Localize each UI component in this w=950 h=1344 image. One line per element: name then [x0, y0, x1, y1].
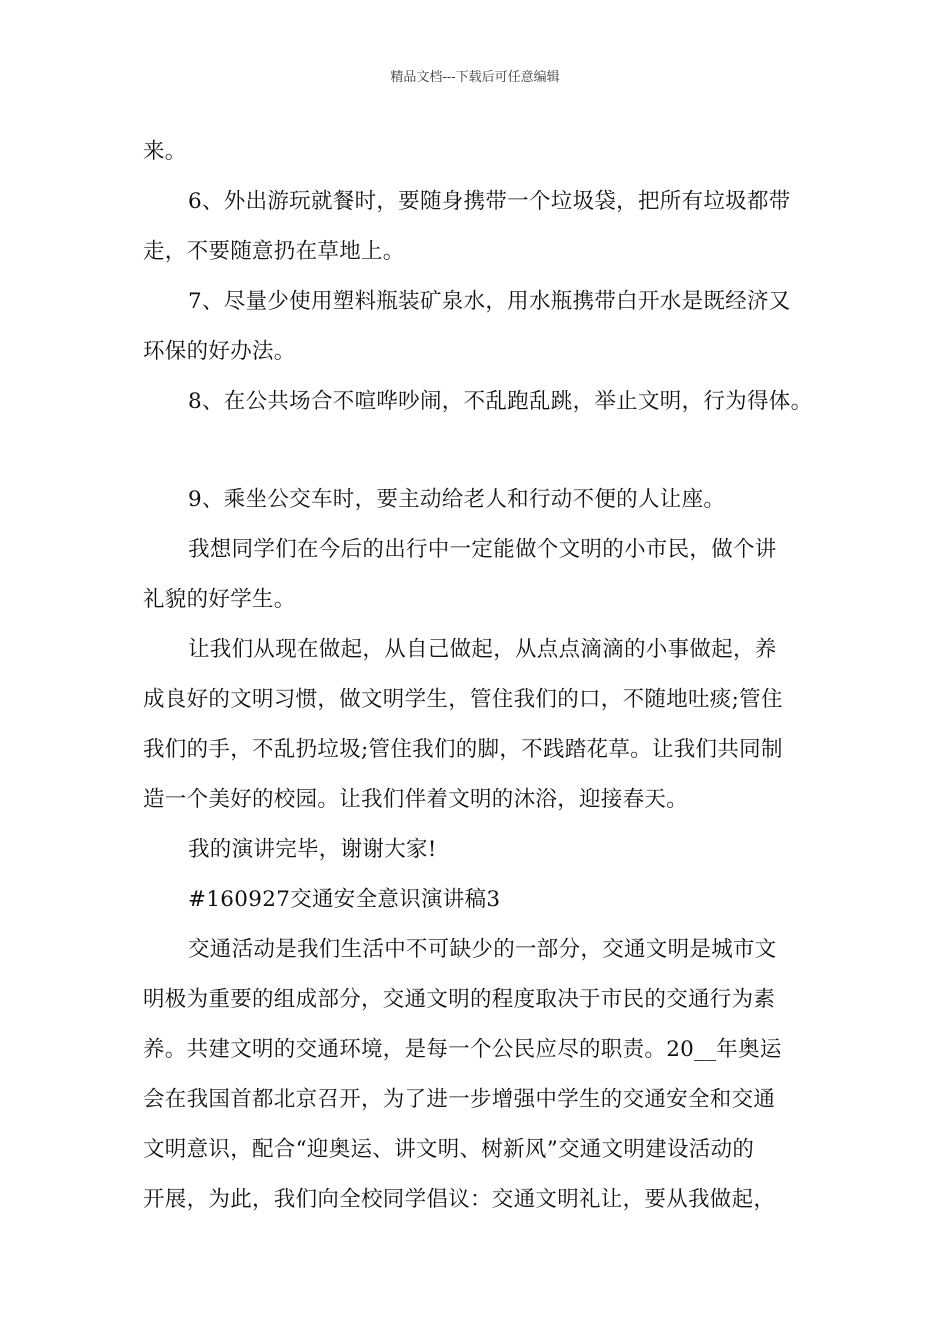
text-line: 9、乘坐公交车时，要主动给老人和行动不便的人让座。 — [188, 487, 726, 512]
text-line: 让我们从现在做起，从自己做起，从点点滴滴的小事做起，养 — [188, 637, 777, 662]
text-line: 环保的好办法。 — [143, 339, 296, 364]
text-line: 7、尽量少使用塑料瓶装矿泉水，用水瓶携带白开水是既经济又 — [188, 289, 791, 314]
text-line: 明极为重要的组成部分，交通文明的程度取决于市民的交通行为素 — [143, 987, 776, 1012]
text-line: 8、在公共场合不喧哗吵闹，不乱跑乱跳，举止文明，行为得体。 — [188, 389, 813, 414]
page-header: 精品文档---下载后可任意编辑 — [390, 70, 560, 85]
text-line: 成良好的文明习惯，做文明学生，管住我们的口，不随地吐痰;管住 — [143, 687, 783, 712]
section-heading: #160927交通安全意识演讲稿3 — [188, 887, 501, 912]
text-line: 养。共建文明的交通环境，是每一个公民应尽的职责。20__年奥运 — [143, 1037, 782, 1062]
text-line: 会在我国首都北京召开，为了进一步增强中学生的交通安全和交通 — [143, 1087, 776, 1112]
text-line: 6、外出游玩就餐时，要随身携带一个垃圾袋，把所有垃圾都带 — [188, 189, 791, 214]
text-line: 我想同学们在今后的出行中一定能做个文明的小市民，做个讲 — [188, 537, 777, 562]
text-line: 礼貌的好学生。 — [143, 587, 296, 612]
text-line: 我们的手，不乱扔垃圾;管住我们的脚，不践踏花草。让我们共同制 — [143, 737, 783, 762]
text-line: 走，不要随意扔在草地上。 — [143, 239, 405, 264]
text-line: 交通活动是我们生活中不可缺少的一部分，交通文明是城市文 — [188, 937, 777, 962]
text-line: 开展，为此，我们向全校同学倡议：交通文明礼让，要从我做起， — [143, 1187, 776, 1212]
text-line: 造一个美好的校园。让我们伴着文明的沐浴，迎接春天。 — [143, 787, 689, 812]
text-line: 我的演讲完毕，谢谢大家! — [188, 837, 437, 862]
text-line: 来。 — [143, 139, 187, 164]
text-line: 文明意识，配合“迎奥运、讲文明、树新风”交通文明建设活动的 — [143, 1137, 755, 1162]
